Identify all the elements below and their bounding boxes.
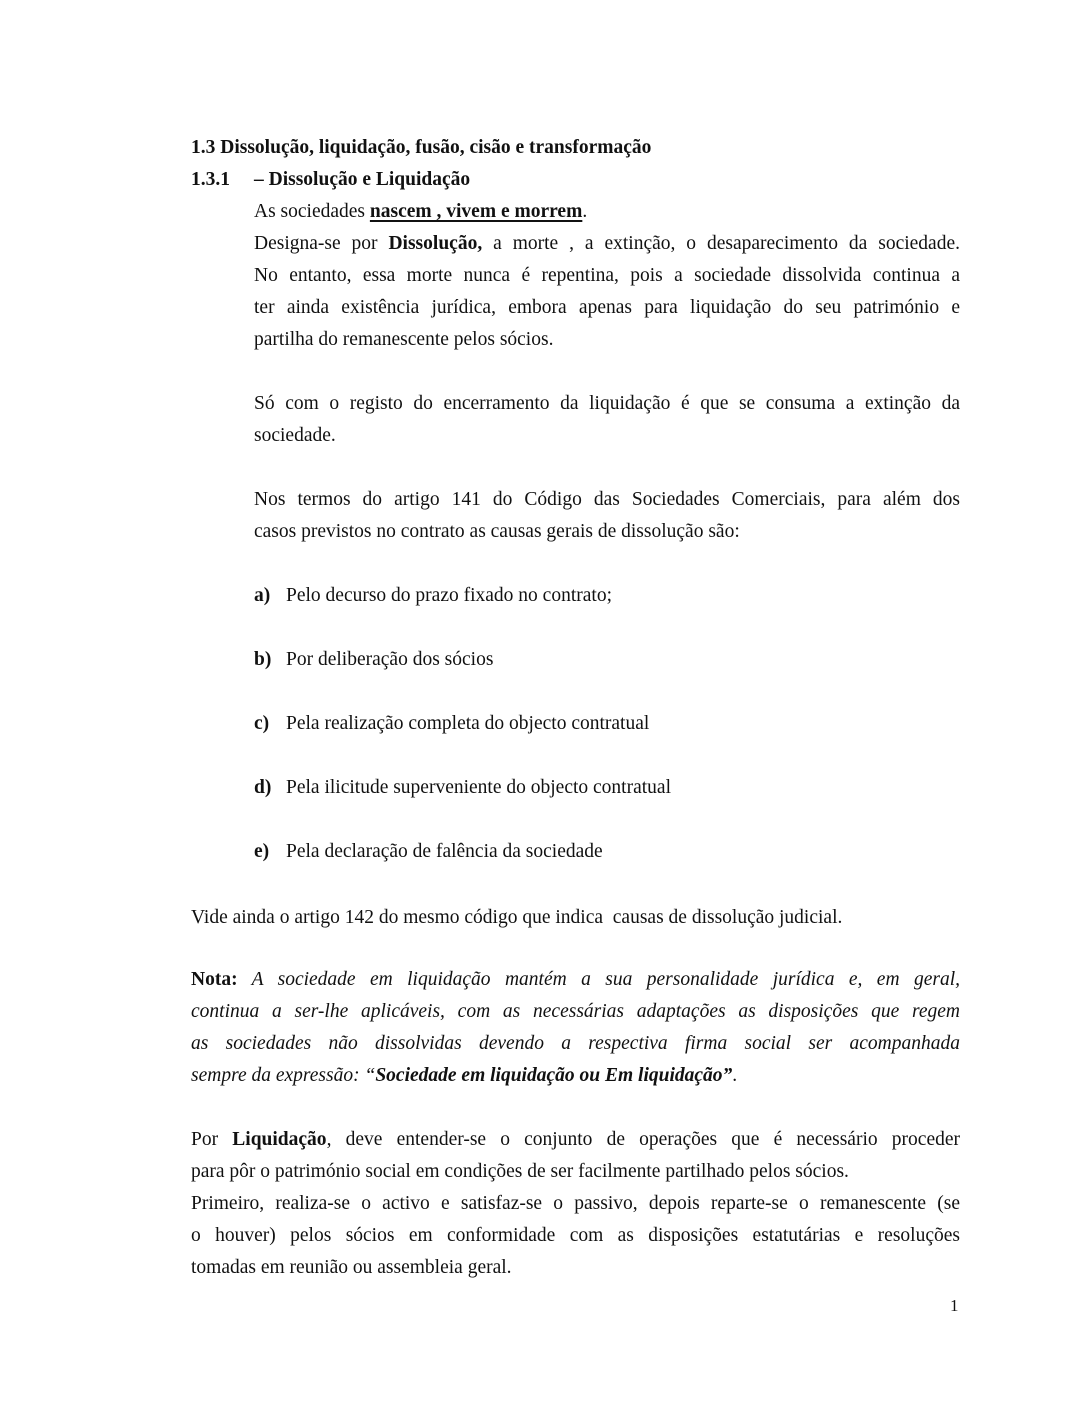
- cause-text: Pelo decurso do prazo fixado no contrato;: [286, 585, 612, 606]
- definition-line-3: ter ainda existência jurídica, embora apenas para liquidação do seu património e: [254, 297, 960, 318]
- nota-quote-prefix: sempre da expressão: “: [191, 1065, 376, 1086]
- intro-prefix: As sociedades: [254, 201, 370, 222]
- subsection-title: – Dissolução e Liquidação: [254, 169, 471, 190]
- cause-text: Por deliberação dos sócios: [286, 649, 494, 670]
- cause-label: e): [254, 841, 270, 862]
- nota-quote-suffix: .: [732, 1065, 738, 1086]
- intro-line: [254, 196, 587, 228]
- definition-line-1: [254, 228, 960, 260]
- artigo141-line-2: casos previstos no contrato as causas gerais de dissolução são:: [254, 521, 740, 542]
- liquidacao-line-3: Primeiro, realiza-se o activo e satisfaz-se o passivo, depois reparte-se o remanescente (se: [191, 1193, 960, 1214]
- registo-line-2: sociedade.: [254, 425, 336, 446]
- nota-text: A sociedade em liquidação mantém a sua personalidade jurídica e, em geral,: [237, 969, 960, 990]
- artigo141-line-1: Nos termos do artigo 141 do Código das Sociedades Comerciais, para além dos: [254, 489, 960, 510]
- liquidacao-rest: , deve entender-se o conjunto de operações que é necessário proceder: [326, 1129, 960, 1150]
- liquidacao-prefix: Por: [191, 1129, 233, 1150]
- cause-label: c): [254, 713, 270, 734]
- page-number: 1: [950, 1296, 959, 1315]
- liquidacao-line-2: para pôr o património social em condições de ser facilmente partilhado pelos sócios.: [191, 1161, 849, 1182]
- cause-text: Pela ilicitude superveniente do objecto contratual: [286, 777, 671, 798]
- intro-suffix: .: [582, 201, 588, 222]
- definition-line-2: No entanto, essa morte nunca é repentina, pois a sociedade dissolvida continua a: [254, 265, 960, 286]
- cause-label: a): [254, 585, 271, 606]
- subsection-number: 1.3.1: [191, 169, 230, 190]
- nota-quote-emphasis: Sociedade em liquidação ou Em liquidação”: [375, 1065, 733, 1086]
- cause-text: Pela realização completa do objecto contratual: [286, 713, 650, 734]
- cause-item: [254, 580, 612, 612]
- definition-prefix: Designa-se por: [254, 233, 389, 254]
- cause-item: [254, 772, 671, 804]
- subsection-heading: [191, 164, 470, 196]
- cause-item: [254, 644, 493, 676]
- nota-line-3: as sociedades não dissolvidas devendo a respectiva firma social ser acompanhada: [191, 1033, 960, 1054]
- cause-item: [254, 708, 649, 740]
- liquidacao-line-1: [191, 1124, 960, 1156]
- nota-line-2: continua a ser-lhe aplicáveis, com as necessárias adaptações as disposições que regem: [191, 1001, 960, 1022]
- cause-text: Pela declaração de falência da sociedade: [286, 841, 603, 862]
- nota-label: Nota:: [191, 969, 238, 990]
- cause-label: b): [254, 649, 272, 670]
- section-title: 1.3 Dissolução, liquidação, fusão, cisão e transformação: [191, 137, 652, 158]
- vide-line: Vide ainda o artigo 142 do mesmo código que indica causas de dissolução judicial.: [191, 907, 843, 928]
- liquidacao-line-4: o houver) pelos sócios em conformidade com as disposições estatutárias e resoluções: [191, 1225, 960, 1246]
- cause-item: [254, 836, 603, 868]
- registo-line-1: Só com o registo do encerramento da liquidação é que se consuma a extinção da: [254, 393, 960, 414]
- nota-line-1: [191, 964, 960, 996]
- definition-rest: a morte , a extinção, o desaparecimento da sociedade.: [482, 233, 960, 254]
- cause-label: d): [254, 777, 272, 798]
- nota-line-4: [191, 1060, 737, 1092]
- definition-line-4: partilha do remanescente pelos sócios.: [254, 329, 554, 350]
- liquidacao-line-5: tomadas em reunião ou assembleia geral.: [191, 1257, 512, 1278]
- liquidacao-term: Liquidação: [232, 1129, 327, 1150]
- intro-emphasis: nascem , vivem e morrem: [369, 201, 583, 222]
- definition-term: Dissolução,: [388, 233, 483, 254]
